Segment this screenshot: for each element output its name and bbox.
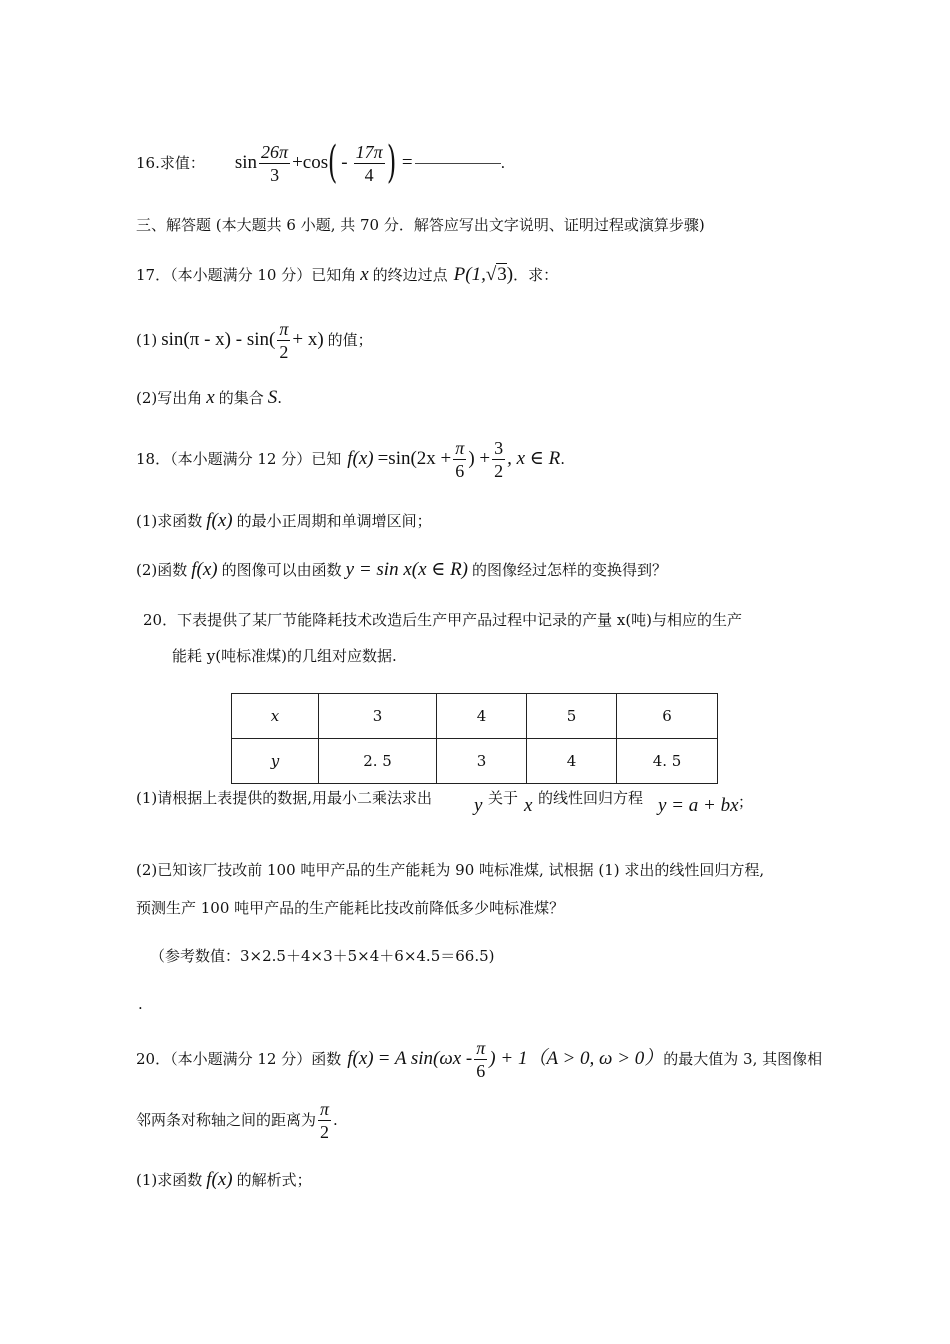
var-x: x (360, 264, 369, 285)
q20a-line1: 20．下表提供了某厂节能降耗技术改造后生产甲产品过程中记录的产量 x(吨)与相应的生产 (143, 611, 743, 629)
var-x: x (206, 387, 215, 408)
q17-head-text3: ．求： (513, 266, 559, 284)
q20b-expr: = A sin(ωx - (377, 1048, 473, 1069)
part1-expr: sin(π - x) - sin( (161, 329, 276, 350)
section-heading: 三、解答题 (本大题共 6 小题, 共 70 分．解答应写出文字说明、证明过程或演算步骤) (136, 216, 705, 234)
fraction-denominator: 6 (455, 460, 465, 481)
function-fx: f(x) (206, 510, 233, 531)
table-row (232, 694, 718, 739)
fraction-numerator: π (320, 1098, 330, 1119)
function-y-sinx: y = sin x(x ∈ R) (345, 559, 469, 580)
fraction-denominator: 2 (279, 341, 289, 362)
fraction-numerator: π (455, 437, 465, 458)
q20b-heading (136, 1036, 822, 1082)
part1-text: (1)求函数 (136, 1171, 203, 1189)
function-fx: f(x) (206, 1169, 233, 1190)
fraction-numerator: 3 (494, 437, 504, 458)
fraction-26pi-3 (259, 143, 290, 184)
part1-text3: 的线性回归方程 (538, 789, 644, 807)
fraction-pi-6 (474, 1039, 487, 1080)
table-row (232, 739, 718, 784)
end-dot: . (560, 450, 565, 468)
q20b-part1 (136, 1168, 312, 1192)
table-cell: 3 (319, 694, 437, 739)
sqrt-value: 3 (497, 264, 507, 285)
part2-text: (2)写出角 (136, 389, 203, 407)
function-fx: f(x) (191, 559, 218, 580)
q20b-expr2: ) + 1（A > 0, ω > 0） (489, 1048, 664, 1069)
fraction-numerator: π (476, 1037, 486, 1058)
table-cell: 4 (437, 694, 527, 739)
table-cell: 6 (617, 694, 718, 739)
table-cell: 4 (527, 739, 617, 784)
q18-part1 (136, 509, 432, 533)
part1-text2: 关于 (488, 789, 519, 807)
part2-end: . (277, 389, 282, 407)
table-cell: x (232, 694, 319, 739)
q18-expr: =sin(2x + (377, 448, 452, 469)
q20b-head-text2: 的最大值为 3, 其图像相 (663, 1050, 823, 1068)
q17-heading (136, 263, 558, 287)
regression-equation: y = a + bx (658, 795, 739, 816)
stray-dot: . (138, 995, 143, 1013)
q17-head-text2: 的终边过点 (372, 266, 448, 284)
equals-sign: = (401, 152, 413, 173)
q20a-part2-line1: (2)已知该厂技改前 100 吨甲产品的生产能耗为 90 吨标准煤, 试根据 (1) 求出的线性回归方程, (136, 861, 765, 879)
line2-end: . (333, 1111, 338, 1129)
fraction-numerator: 17π (355, 141, 383, 162)
fraction-denominator: 6 (476, 1060, 486, 1081)
q16-label: 16.求值： (136, 154, 205, 172)
end-dot: . (500, 154, 506, 172)
part-label: (1) (136, 331, 158, 349)
part2-text2: 的集合 (218, 389, 264, 407)
line2-text: 邻两条对称轴之间的距离为 (136, 1111, 317, 1129)
q18-expr2: ) + (468, 448, 491, 469)
function-fx: f(x) (347, 448, 374, 469)
function-fx: f(x) (347, 1048, 374, 1069)
part2-text2: 的图像可以由函数 (221, 561, 342, 579)
q18-part2 (136, 558, 667, 582)
table-cell: 5 (527, 694, 617, 739)
set-s: S (267, 387, 278, 408)
domain-text: , x ∈ R (507, 448, 561, 469)
point-suffix: ) (506, 264, 514, 285)
part1-end: ； (738, 793, 754, 811)
plus-sign: + (292, 152, 303, 173)
fraction-numerator: π (279, 318, 289, 339)
minus-sign: - (341, 152, 348, 173)
q17-part2 (136, 386, 282, 410)
var-x: x (524, 795, 533, 816)
q17-head-text: 17．（本小题满分 10 分）已知角 (136, 266, 357, 284)
part1-expr-tail: + x) (292, 329, 324, 350)
part2-text: (2)函数 (136, 561, 188, 579)
fraction-pi-2 (318, 1100, 331, 1141)
q18-head-text: 18．（本小题满分 12 分）已知 (136, 450, 342, 468)
q20b-head-text: 20．（本小题满分 12 分）函数 (136, 1050, 342, 1068)
part1-text2: 的最小正周期和单调增区间； (236, 512, 432, 530)
table-cell: 4. 5 (617, 739, 718, 784)
table-cell: 3 (437, 739, 527, 784)
fraction-3-2 (492, 439, 505, 480)
q16-line (136, 137, 506, 188)
sin-func: sin (234, 152, 258, 173)
q20a-part2-line2: 预测生产 100 吨甲产品的生产能耗比技改前降低多少吨标准煤？ (136, 899, 565, 917)
fraction-denominator: 2 (320, 1121, 330, 1142)
fraction-numerator: 26π (261, 141, 289, 162)
point-p: P(1,√3) (453, 264, 514, 285)
fraction-pi-6 (453, 439, 466, 480)
part1-tail: 的值； (327, 331, 373, 349)
q20a-line2: 能耗 y(吨标准煤)的几组对应数据. (172, 647, 397, 665)
part1-text: (1)求函数 (136, 512, 203, 530)
fraction-pi-2 (277, 320, 290, 361)
q18-heading (136, 436, 565, 482)
left-paren: ( (327, 137, 338, 188)
fraction-17pi-4 (354, 143, 385, 184)
q17-part1 (136, 318, 373, 362)
table-cell: 2. 5 (319, 739, 437, 784)
fraction-denominator: 4 (364, 164, 374, 185)
var-y: y (474, 795, 483, 816)
q20b-line2 (136, 1098, 338, 1142)
part1-text2: 的解析式； (236, 1171, 312, 1189)
table-cell: y (232, 739, 319, 784)
fraction-denominator: 3 (270, 164, 280, 185)
answer-blank (415, 162, 501, 164)
cos-func: cos (302, 152, 329, 173)
part1-text: (1)请根据上表提供的数据,用最小二乘法求出 (136, 789, 433, 807)
part2-text3: 的图像经过怎样的变换得到？ (472, 561, 668, 579)
fraction-denominator: 2 (494, 460, 504, 481)
right-paren: ) (386, 137, 396, 188)
point-prefix: P(1, (453, 264, 486, 285)
data-table (231, 693, 718, 784)
reference-values: （参考数值：3×2.5＋4×3＋5×4＋6×4.5＝66.5) (150, 947, 495, 965)
